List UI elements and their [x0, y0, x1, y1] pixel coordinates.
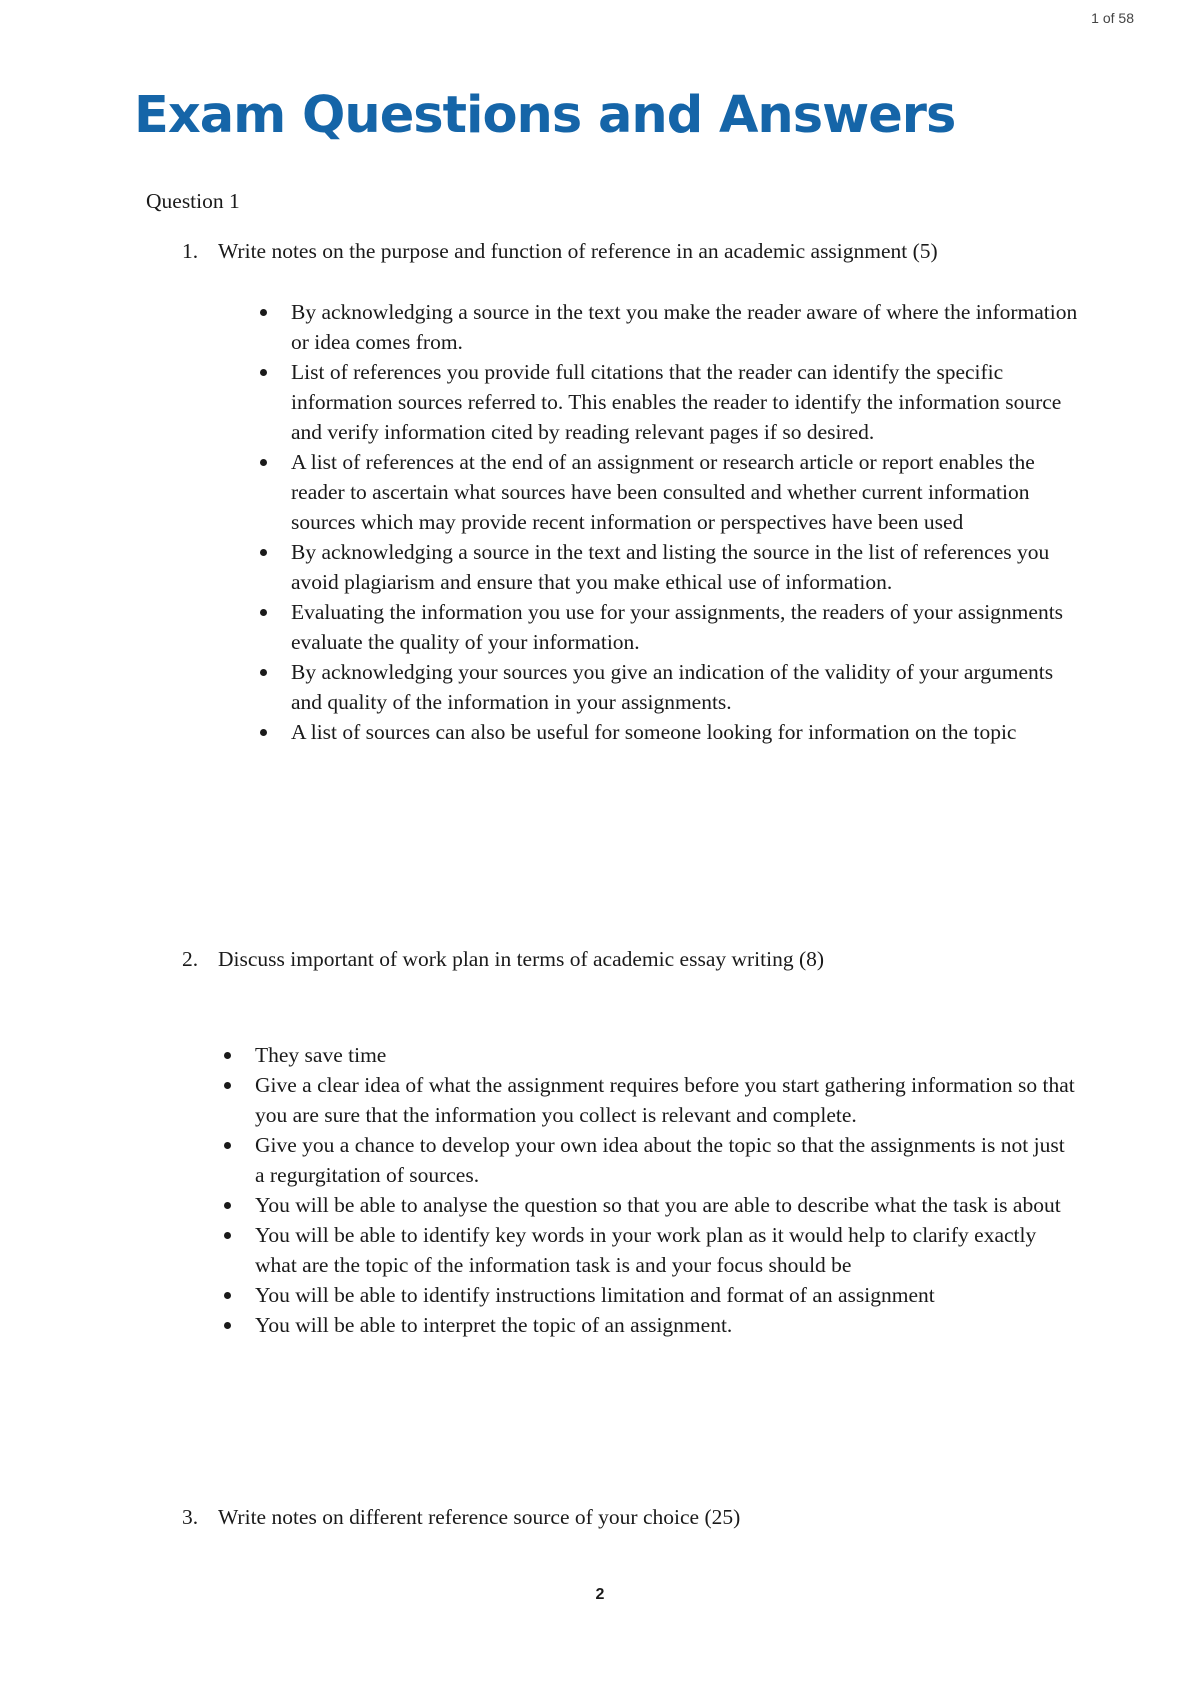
list-item: By acknowledging a source in the text you make the reader aware of where the information or idea comes from.: [291, 297, 1081, 357]
question-3: [182, 1502, 1072, 1532]
bullet-icon: [260, 669, 267, 676]
bullet-icon: [224, 1142, 231, 1149]
list-item: Give you a chance to develop your own idea about the topic so that the assignments is not just a regurgitation of sources.: [255, 1130, 1075, 1190]
bullet-icon: [224, 1322, 231, 1329]
list-item: You will be able to analyse the question so that you are able to describe what the task is about: [255, 1190, 1075, 1220]
document-title: Exam Questions and Answers: [134, 86, 956, 145]
question-2: [182, 944, 1072, 974]
bullet-icon: [260, 729, 267, 736]
list-item: Give a clear idea of what the assignment requires before you start gathering information so that you are sure that the information you collect is relevant and complete.: [255, 1070, 1075, 1130]
bullet-icon: [260, 309, 267, 316]
question-1: [182, 236, 1072, 266]
list-item: They save time: [255, 1040, 1075, 1070]
bullet-icon: [260, 369, 267, 376]
question-text: Write notes on different reference source of your choice (25): [218, 1505, 741, 1529]
bullet-icon: [260, 609, 267, 616]
list-item: List of references you provide full citations that the reader can identify the specific information sources referred to. This enables the reader to identify the information source and verify information cited by reading relevant pages if so desired.: [291, 357, 1081, 447]
page-counter: 1 of 58: [1091, 10, 1134, 26]
list-item: You will be able to identify instructions limitation and format of an assignment: [255, 1280, 1075, 1310]
section-heading: Question 1: [146, 189, 240, 213]
list-item: By acknowledging a source in the text and listing the source in the list of references you avoid plagiarism and ensure that you make ethical use of information.: [291, 537, 1081, 597]
answer-list-1: [291, 297, 1081, 747]
bullet-icon: [224, 1082, 231, 1089]
bullet-icon: [224, 1292, 231, 1299]
list-item: You will be able to identify key words in your work plan as it would help to clarify exactly what are the topic of the information task is and your focus should be: [255, 1220, 1075, 1280]
question-text: Discuss important of work plan in terms of academic essay writing (8): [218, 947, 825, 971]
question-number: 3.: [182, 1505, 199, 1529]
bullet-icon: [260, 459, 267, 466]
list-item: A list of references at the end of an assignment or research article or report enables the reader to ascertain what sources have been consulted and whether current information sources which may provide recent information or perspectives have been used: [291, 447, 1081, 537]
list-item: By acknowledging your sources you give an indication of the validity of your arguments and quality of the information in your assignments.: [291, 657, 1081, 717]
page-number: 2: [595, 1586, 605, 1603]
list-item: A list of sources can also be useful for someone looking for information on the topic: [291, 717, 1081, 747]
bullet-icon: [224, 1232, 231, 1239]
question-number: 1.: [182, 239, 199, 263]
list-item: Evaluating the information you use for your assignments, the readers of your assignments evaluate the quality of your information.: [291, 597, 1081, 657]
bullet-icon: [224, 1052, 231, 1059]
question-number: 2.: [182, 947, 199, 971]
list-item: You will be able to interpret the topic of an assignment.: [255, 1310, 1075, 1340]
bullet-icon: [224, 1202, 231, 1209]
bullet-icon: [260, 549, 267, 556]
question-text: Write notes on the purpose and function of reference in an academic assignment (5): [218, 239, 938, 263]
answer-list-2: [255, 1040, 1075, 1340]
